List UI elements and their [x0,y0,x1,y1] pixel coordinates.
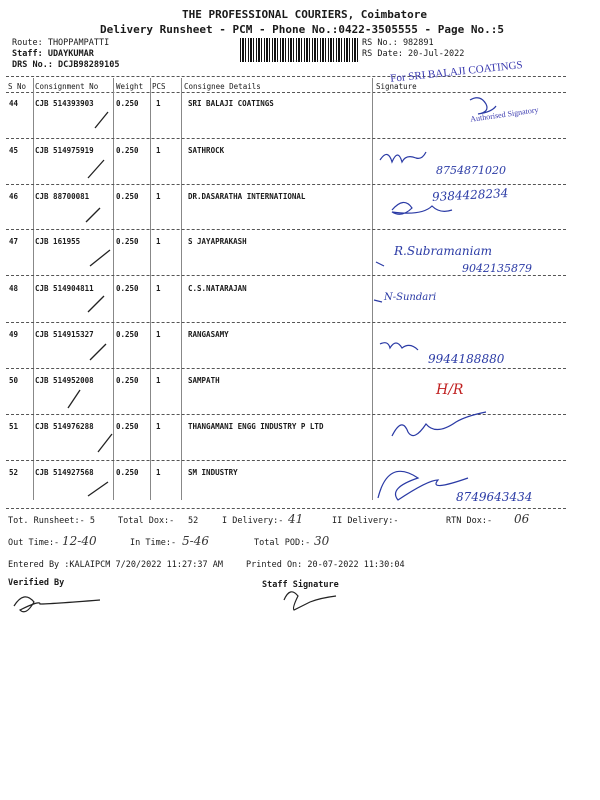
row-weight: 0.250 [116,376,139,385]
name-47: R.Subramaniam [394,244,493,258]
row-pcs: 1 [156,237,161,246]
row-consignment: CJB 514952008 [35,376,94,385]
name-48: N-Sundari [384,292,437,303]
total-pod-label: Total POD:- [254,538,311,548]
total-dox-value: 52 [188,516,199,526]
staff-signature-label: Staff Signature [262,580,339,590]
col-weight: Weight [116,82,144,91]
total-pod-value: 30 [314,534,330,548]
row-consignee: SATHROCK [188,146,225,155]
verified-signature [14,597,100,612]
row-pcs: 1 [156,284,161,293]
row-weight: 0.250 [116,192,139,201]
row-pcs: 1 [156,330,161,339]
col-sno: S No [8,82,27,91]
row-consignee: S JAYAPRAKASH [188,237,247,246]
row-consignment: CJB 161955 [35,237,81,246]
staff-signature [284,592,336,610]
col-consignee: Consignee Details [184,82,261,91]
row-weight: 0.250 [116,99,139,108]
rs-date: RS Date: 20-Jul-2022 [362,49,465,59]
row-pcs: 1 [156,146,161,155]
row-sno: 46 [9,192,19,201]
in-time-value: 5-46 [182,534,209,548]
staff-label: Staff: UDAYKUMAR [12,49,94,59]
row-sno: 45 [9,146,19,155]
row-consignment: CJB 514393903 [35,99,94,108]
printed-on: Printed On: 20-07-2022 11:30:04 [246,560,405,570]
row-consignee: C.S.NATARAJAN [188,284,247,293]
phone-45: 8754871020 [436,164,506,177]
row-sno: 51 [9,422,19,431]
row-sno: 48 [9,284,19,293]
company-title: THE PROFESSIONAL COURIERS, Coimbatore [182,8,428,21]
row-pcs: 1 [156,468,161,477]
row-consignment: CJB 514904811 [35,284,94,293]
row-sno: 44 [9,99,19,108]
row-sno: 50 [9,376,19,385]
row-consignee: RANGASAMY [188,330,229,339]
rs-number: RS No.: 982891 [362,38,434,48]
row-weight: 0.250 [116,468,139,477]
row-sno: 47 [9,237,19,246]
authorised-signatory-stamp: Authorised Signatory [469,105,539,124]
row-weight: 0.250 [116,284,139,293]
row-sno: 49 [9,330,19,339]
row-consignee: DR.DASARATHA INTERNATIONAL [188,192,306,201]
row-pcs: 1 [156,99,161,108]
row-weight: 0.250 [116,237,139,246]
rtn-dox-label: RTN Dox:- [446,516,493,526]
col-signature: Signature [376,82,417,91]
phone-47: 9042135879 [462,262,532,275]
row-weight: 0.250 [116,330,139,339]
row-pcs: 1 [156,376,161,385]
rtn-dox-value: 06 [514,512,530,526]
col-consignment: Consignment No [35,82,99,91]
total-dox-label: Total Dox:- [118,516,175,526]
row-weight: 0.250 [116,146,139,155]
mark-50: H/R [436,382,464,398]
route-label: Route: THOPPAMPATTI [12,38,110,48]
company-stamp: For SRI BALAJI COATINGS [389,59,524,85]
row-consignment: CJB 88700081 [35,192,90,201]
drs-label: DRS No.: DCJB98289105 [12,60,120,70]
phone-46: 9384428234 [431,186,509,204]
phone-52: 8749643434 [456,490,533,504]
row-consignment: CJB 514915327 [35,330,94,339]
row-consignee: SAMPATH [188,376,220,385]
col-pcs: PCS [152,82,166,91]
runsheet-subtitle: Delivery Runsheet - PCM - Phone No.:0422-3505555 - Page No.:5 [100,23,504,36]
row-consignment: CJB 514975919 [35,146,94,155]
entered-by: Entered By :KALAIPCM 7/20/2022 11:27:37 AM [8,560,223,570]
ii-delivery-label: II Delivery:- [332,516,399,526]
row-consignee: SRI BALAJI COATINGS [188,99,274,108]
in-time-label: In Time:- [130,538,177,548]
row-sno: 52 [9,468,19,477]
i-delivery-value: 41 [288,512,304,526]
row-consignee: THANGAMANI ENGG INDUSTRY P LTD [188,422,324,431]
row-pcs: 1 [156,422,161,431]
phone-49: 9944188880 [428,352,505,366]
row-pcs: 1 [156,192,161,201]
tot-runsheet: Tot. Runsheet:- 5 [8,516,95,526]
out-time-label: Out Time:- [8,538,60,548]
row-weight: 0.250 [116,422,139,431]
row-consignment: CJB 514927568 [35,468,94,477]
verified-by-label: Verified By [8,578,65,588]
i-delivery-label: I Delivery:- [222,516,284,526]
row-consignee: SM INDUSTRY [188,468,238,477]
out-time-value: 12-40 [62,534,97,548]
row-consignment: CJB 514976288 [35,422,94,431]
